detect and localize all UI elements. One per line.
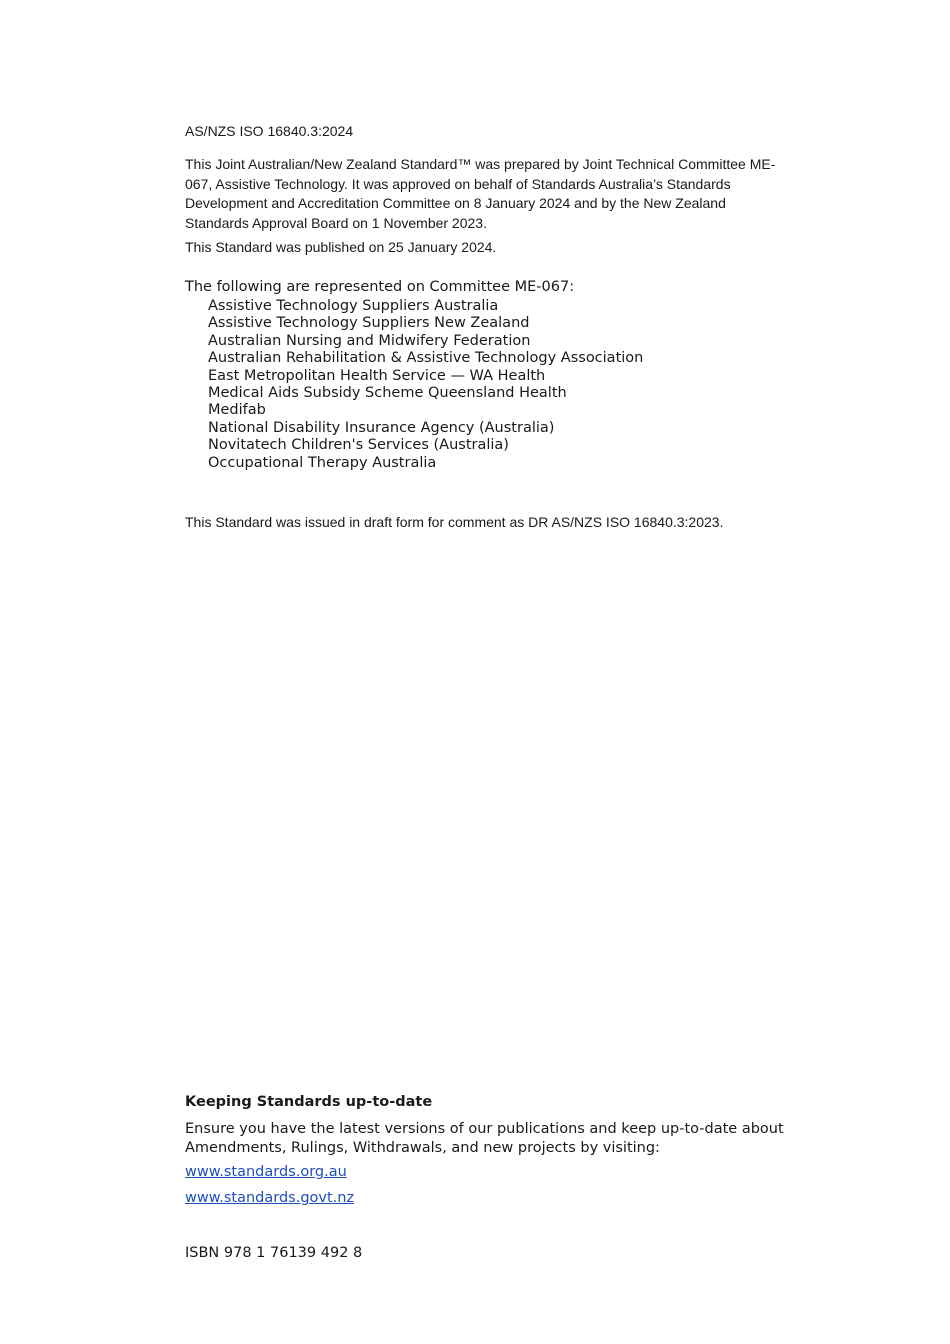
committee-member: Australian Nursing and Midwifery Federation [208,332,531,349]
keeping-up-to-date-heading: Keeping Standards up-to-date [185,1094,433,1110]
committee-member: Medifab [208,402,266,419]
committee-member: Australian Rehabilitation & Assistive Technology Association [208,350,644,367]
document-id: AS/NZS ISO 16840.3:2024 [185,123,354,139]
committee-member: Novitatech Children's Services (Australia) [208,437,509,454]
committee-member: Occupational Therapy Australia [208,454,437,471]
standards-australia-link[interactable]: www.standards.org.au [185,1164,347,1180]
committee-member: National Disability Insurance Agency (Australia) [208,419,555,436]
committee-member: Medical Aids Subsidy Scheme Queensland Health [208,385,567,402]
committee-heading: The following are represented on Committee ME-067: [185,279,575,295]
committee-member-list [185,298,805,472]
committee-member: Assistive Technology Suppliers New Zealand [208,315,530,332]
published-date-note: This Standard was published on 25 January 2024. [185,239,497,255]
standards-new-zealand-link[interactable]: www.standards.govt.nz [185,1190,355,1206]
committee-member: East Metropolitan Health Service — WA Health [208,367,546,384]
isbn-number: ISBN 978 1 76139 492 8 [185,1245,363,1261]
committee-section [185,278,805,472]
committee-member: Assistive Technology Suppliers Australia [208,298,499,314]
preparation-paragraph: This Joint Australian/New Zealand Standard™ was prepared by Joint Technical Committee ME-067, Assistive Technology. It was approved on behalf of Standards Australia’s Standards Development and Accreditation Committee on 8 January 2024 and by the New Zealand Standards Approval Board on 1 November 2023. [185,156,776,231]
keeping-up-to-date-text: Ensure you have the latest versions of our publications and keep up-to-date about Amendments, Rulings, Withdrawals, and new projects by visiting: [185,1121,784,1156]
draft-note: This Standard was issued in draft form for comment as DR AS/NZS ISO 16840.3:2023. [185,514,724,530]
